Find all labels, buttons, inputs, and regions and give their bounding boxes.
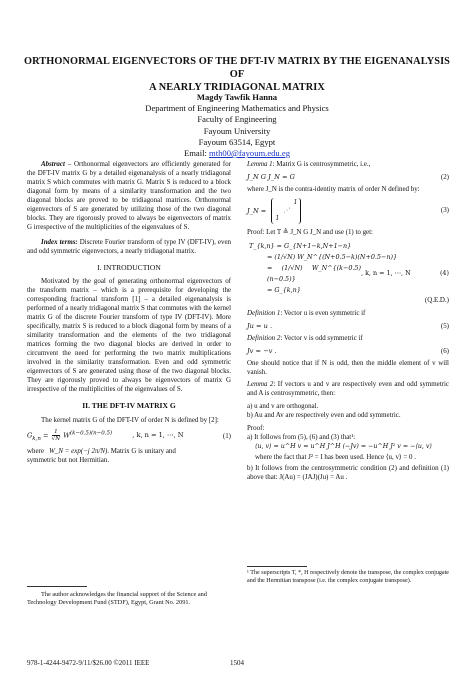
index-text: Discrete Fourier transform of type IV (DFT-IV), even and odd symmetric eigenvectors, a nearly tridiagonal matrix. [27,237,231,255]
def1-text: : Vector u is even symmetric if [280,308,366,317]
wn-definition: W_N = exp(−j 2π/N) [49,446,108,455]
equation-2 [247,173,449,182]
eq4-range: , k, n = 1, ⋯, N [361,269,411,278]
sec2-paragraph: The kernel matrix G of the DFT-IV of order N is defined by [2]: [41,415,219,424]
affiliation-dept: Department of Engineering Mathematics and Physics [145,103,329,114]
right-footnote-rule [247,566,307,567]
right-footnote: ¹ The superscripts T, *, H respectively denote the transpose, the complex conjugate and the Hermitian transpose (i.e. the complex conjugate transpose). [247,570,450,584]
eq1-lhs: G [27,431,33,440]
lemma2-text: : If vectors u and v are respectively even and odd symmetric and A is centrosymmetric, then: [247,380,449,398]
proof-a-line-3: where the fact that J² = I has been used. Hence ⟨u, v⟩ = 0 . [255,453,416,462]
lemma2-item-a: a) u and v are orthogonal. [247,402,319,411]
paper-title [20,55,454,94]
equation-4-number: (4) [439,269,449,278]
eq4-line-3: = (1/√N) W_N^{(k−0.5)(n−0.5)} [267,263,361,283]
equation-6 [247,347,449,356]
eq4-line-1: T_{k,n} = G_{N+1−k,N+1−n} [249,241,352,250]
lemma2-item-b: b) Au and Av are respectively even and odd symmetric. [247,411,401,420]
lemma1-text: : Matrix G is centrosymmetric, i.e., [272,160,371,168]
left-column [27,160,231,468]
eq1-range: , k, n = 1, ⋯, N [132,431,184,440]
abstract [27,160,231,232]
qed: (Q.E.D.) [424,295,449,304]
intro-paragraph: Motivated by the goal of generating orthonormal eigenvectors of the transform matrix – which is a prerequisite for developing the corresponding fractional transform [1] – a detailed eigenanalysis is performed of a nearly tridiagonal matrix S that commutes with the kernel matrix G of the discrete Fourier transform of type IV (DFT-IV). More specifically, matrix S is reduced to a block diagonal form by means of a similarity transformation and the elements of the two tridiagonal matrices forming the two diagonal blocks are derived in order to circumvent the need for performing the two matrix multiplications involved in the similarity transformation. Even and odd symmetric eigenvectors of S are generated using those of the two diagonal blocks. They are rigorously proved to always be eigenvectors of matrix G irrespective of the multiplicities of the eigenvalues of S. [27,277,231,393]
equation-4-block [247,241,449,296]
index-label: Index terms: [41,237,78,246]
affiliation-university: Fayoum University [203,125,271,136]
definition-1 [247,309,449,318]
left-footnote-rule [27,586,87,587]
eq1-exponent: (k−0.5)(n−0.5) [69,430,113,437]
footer-copyright: 978-1-4244-9472-9/11/$26.00 ©2011 IEEE [27,659,150,667]
proof-a-equation: ⟨u, v⟩ = u^H v = u^H J^H (−Jv) = −u^H J² v = −⟨u, v⟩ [255,443,432,451]
equation-3 [247,198,449,224]
def2-text: : Vector v is odd symmetric if [280,333,363,342]
lemma-1 [247,160,449,169]
section-heading-introduction: I. INTRODUCTION [97,262,161,272]
lemma2-label: Lemma 2 [247,380,274,389]
lemma-2 [247,380,449,398]
where-word: where [27,446,44,455]
eq3-lhs: J_N = [247,206,267,215]
affiliation-faculty: Faculty of Engineering [197,114,277,125]
equation-2-number: (2) [440,172,449,181]
eq1-fraction: $\frac{1}{√N}$ [51,428,61,442]
equation-3-body [247,198,431,224]
email-line [0,148,474,159]
email-label: Email: [183,148,210,159]
eq1-rhs: W [63,431,70,440]
proof-b-line: b) It follows from the centrosymmetric condition (2) and definition (1) above that: J(Au) = (JAJ)(Ju) = Au . [247,464,449,482]
equation-1-number: (1) [222,431,231,440]
where-line [27,447,231,456]
author-name: Magdy Tawfik Hanna [196,92,278,102]
definition-2-note: One should notice that if N is odd, then the middle element of v will vanish. [247,358,449,376]
equation-5-body: Ju = u . [247,321,273,330]
symmetric-line: symmetric but not Hermitian. [27,455,110,464]
eq4-line-3-row [249,263,449,285]
index-terms [27,238,231,256]
equation-1 [27,429,231,444]
equation-1-body: $G_{k,n}$ = $\frac{1}{√N}$ $W^{(k-0.5)(n-0.5)}$ , k, n = 1, ⋯, N [27,428,184,442]
equation-5 [247,322,449,331]
lemma1-label: Lemma 1 [247,160,273,168]
equation-6-body: Jv = −v . [247,346,277,355]
contra-identity-matrix: 1 ⋰ 1 [271,198,301,224]
footer-page-number: 1504 [230,659,244,667]
eq1-sub: k,n [32,435,41,442]
equation-2-body: J_N G J_N = G [247,172,295,181]
proof-1: Proof: Let T ≜ J_N G J_N and use (1) to get: [247,227,373,236]
def2-label: Definition 2 [247,333,281,342]
author-block [0,92,474,159]
affiliation-address: Fayoum 63514, Egypt [198,136,276,147]
eq4-line-4: = G_{k,n} [267,285,301,294]
definition-2 [247,334,449,343]
equation-6-number: (6) [440,346,449,355]
proof-a-line-1: a) It follows from (5), (6) and (3) that¹: [247,433,356,442]
proof-2-label: Proof: [247,424,265,433]
right-column [247,160,449,482]
email-link[interactable]: mth00@fayoum.edu.eg [209,148,290,159]
left-footnote: The author acknowledges the financial support of the Science and Technology Development Fund (STDF), Egypt, Grant No. 2091. [27,591,207,606]
equation-3-number: (3) [440,206,449,215]
equation-5-number: (5) [440,321,449,330]
eq4-line-2: = (1/√N) W_N^{(N+0.5−k)(N+0.5−n)} [267,252,398,261]
wn-tail: . Matrix G is unitary and [107,446,176,455]
abstract-text: – Orthonormal eigenvectors are efficiently generated for the DFT-IV matrix G by a detailed eigenanalysis of a nearly tridiagonal matrix S which commutes with matrix G. Matrix S is reduced to a block diagonal form by means of a similarity transformation and the two diagonal blocks are proved to be tridiagonal matrices. Orthonormal eigenvectors of S are generated by utilizing those of the two diagonal blocks. They are rigorously proved to always be eigenvectors of matrix G irrespective of the multiplicities of the eigenvalues of S. [27,160,231,231]
title-line-1: ORTHONORMAL EIGENVECTORS OF THE DFT-IV MATRIX BY THE EIGENANALYSIS OF [23,56,451,80]
abstract-label: Abstract [41,160,65,168]
def1-label: Definition 1 [247,308,281,317]
section-heading-dft-iv: II. THE DFT-IV MATRIX G [82,400,176,410]
lemma1-where: where J_N is the contra-identity matrix of order N defined by: [247,184,420,193]
title-line-2: A NEARLY TRIDIAGONAL MATRIX [149,82,325,93]
